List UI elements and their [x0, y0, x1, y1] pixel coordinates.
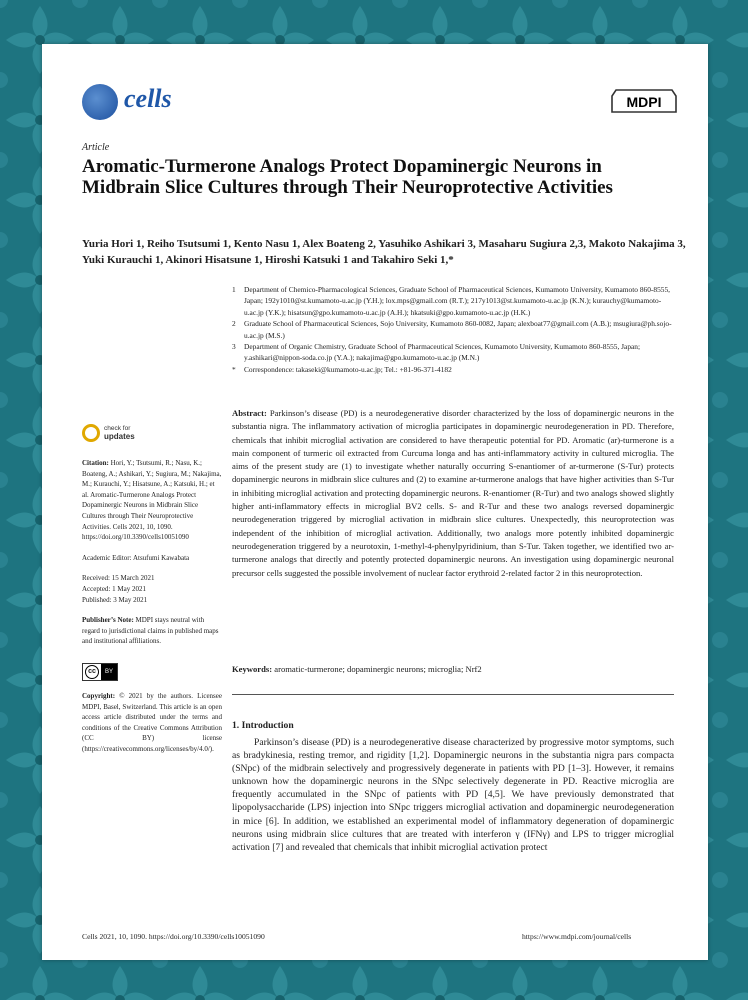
cc-icon: cc: [85, 665, 99, 679]
journal-name: cells: [124, 84, 172, 113]
introduction-text: Parkinson’s disease (PD) is a neurodegenerative disease characterized by progressive motor symptoms, such as bradykinesia, resting tremor, and rigidity [1,2]. Dopaminergic neurons in the substantia nigra pars compacta (SNpc) of the midbrain selectively and progressively degenerate in patients with PD [1–3]. However, it remains unknown how the dopaminergic neurons in the SNpc selectively degenerate in PD. Reactive microglia are frequently accumulated in the SNpc of patients with PD [4,5]. We have previously demonstrated that lipopolysaccharide (LPS) injection into SNpc triggers microglial activation and dopaminergic neurodegeneration in mice [6]. In addition, we established an experimental model of inflammatory degeneration of dopaminergic neurons using midbrain slice cultures that are treated with interferon γ (IFNγ) and LPS to trigger microglial activation [7] and revealed that chemicals that inhibit microglial activation protect: [232, 737, 674, 853]
cells-logo-icon: [82, 84, 118, 120]
footer-journal-link[interactable]: https://www.mdpi.com/journal/cells: [522, 932, 632, 941]
accepted-date: Accepted: 1 May 2021: [82, 584, 146, 593]
keywords: Keywords: aromatic-turmerone; dopaminergic neurons; microglia; Nrf2: [232, 664, 482, 674]
cc-by-license-badge[interactable]: [82, 663, 118, 681]
paper-title: Aromatic-Turmerone Analogs Protect Dopaminergic Neurons in Midbrain Slice Cultures through Their Neuroprotective Activities: [82, 156, 613, 198]
abstract: Abstract: Parkinson’s disease (PD) is a neurodegenerative disorder characterized by the loss of dopaminergic neurons in the substantia nigra. The inflammatory activation of microglia participates in dopaminergic neurodegeneration in PD. Therefore, chemicals that inhibit microglial activation are considered to have therapeutic potential for PD. Aromatic (ar)-turmerone is a main component of turmeric oil extracted from Curcuma longa and has anti-inflammatory activity in cultured microglia. The aims of the present study are (1) to investigate whether naturally occurring S-enantiomer of ar-turmerone (S-Tur) protects dopaminergic neurons in midbrain slice cultures and (2) to examine ar-turmerone analogs that have higher activities than S-Tur in inhibiting microglial activation and protecting dopaminergic neurons. R-enantiomer (R-Tur) and two analogs showed slightly higher anti-inflammatory effects in microglial BV2 cells. S- and R-Tur and these two analogs reversed dopaminergic neurodegeneration triggered by microglial activation in midbrain slice cultures. Unexpectedly, this neuroprotection was independent of the inhibition of microglial activation. Additionally, two analogs more potently inhibited dopaminergic neurodegeneration triggered by a neurotoxin, 1-methyl-4-phenylpyridinium, than S-Tur. Taken together, we identified two ar-turmerone analogs that directly and potently protected dopaminergic neurons. An investigation using dopaminergic neuronal precursor cells suggested the possible involvement of nuclear factor erythroid 2-related factor 2 in this neuroprotection.: [232, 408, 674, 578]
affiliation-item: 2 Graduate School of Pharmaceutical Sciences, Sojo University, Kumamoto 860-0082, Japan; alexboat77@gmail.com (A.B.); msugiura@ph.sojo-u.ac.jp (M.S.): [232, 319, 672, 340]
published-date: Published: 3 May 2021: [82, 595, 148, 604]
citation: Citation: Hori, Y.; Tsutsumi, R.; Nasu, K.; Boateng, A.; Ashikari, Y.; Sugiura, M.; Nakajima, M.; Kurauchi, Y.; Hisatsune, A.; Katsuki, H.; et al. Aromatic-Turmerone Analogs Protect Dopaminergic Neurons in Midbrain Slice Cultures through Their Neuroprotective Activities. Cells 2021, 10, 1090. https://doi.org/10.3390/cells10051090: [82, 459, 222, 542]
article-type: Article: [82, 142, 110, 153]
paper-page: [42, 44, 708, 960]
mdpi-badge-icon: [610, 88, 680, 114]
article-sidebar: [82, 424, 222, 754]
copyright: Copyright: © 2021 by the authors. Licensee MDPI, Basel, Switzerland. This article is an open access article distributed under the terms and conditions of the Creative Commons Attribution (CC BY) license (https://creativecommons.org/licenses/by/4.0/).: [82, 691, 222, 753]
footer-citation[interactable]: Cells 2021, 10, 1090. https://doi.org/10.3390/cells10051090: [82, 932, 265, 941]
check-for-updates-button[interactable]: check for updates: [82, 424, 222, 442]
publisher-note: Publisher’s Note: MDPI stays neutral with regard to jurisdictional claims in published maps and institutional affiliations.: [82, 616, 219, 646]
affiliation-item: 1 Department of Chemico-Pharmacological Sciences, Graduate School of Pharmaceutical Sciences, Kumamoto University, Kumamoto 860-8555, Japan; 192y1010@st.kumamoto-u.ac.jp (Y.H.); lox.mps@gmail.com (R.T.); 217y1013@st.kumamoto-u.ac.jp (K.N.); kurauchy@kumamoto-u.ac.jp (Y.K.); hisatsun@gpo.kumamoto-u.ac.jp (A.H.); hkatsuki@gpo.kumamoto-u.ac.jp (H.K.): [232, 285, 671, 317]
affiliations: [232, 284, 672, 375]
received-date: Received: 15 March 2021: [82, 574, 155, 583]
section-divider: [232, 694, 674, 695]
by-icon: BY: [101, 664, 117, 680]
mdpi-logo: [610, 88, 680, 119]
author-list: Yuria Hori 1, Reiho Tsutsumi 1, Kento Nasu 1, Alex Boateng 2, Yasuhiko Ashikari 3, Masaharu Sugiura 2,3, Makoto Nakajima 3, Yuki Kurauchi 1, Akinori Hisatsune 1, Hiroshi Katsuki 1 and Takahiro Seki 1,*: [82, 238, 686, 266]
check-updates-icon: [82, 424, 100, 442]
academic-editor: Academic Editor: Atsufumi Kawabata: [82, 553, 190, 562]
publisher-name: MDPI: [626, 94, 662, 110]
correspondence: * Correspondence: takaseki@kumamoto-u.ac.jp; Tel.: +81-96-371-4182: [232, 364, 452, 374]
affiliation-item: 3 Department of Organic Chemistry, Graduate School of Pharmaceutical Sciences, Kumamoto University, Kumamoto 860-8555, Japan; y.ashikari@nippon-soda.co.jp (Y.A.); nakajima@gpo.kumamoto-u.ac.jp (M.N.): [232, 342, 641, 363]
section-heading: 1. Introduction: [232, 720, 294, 731]
